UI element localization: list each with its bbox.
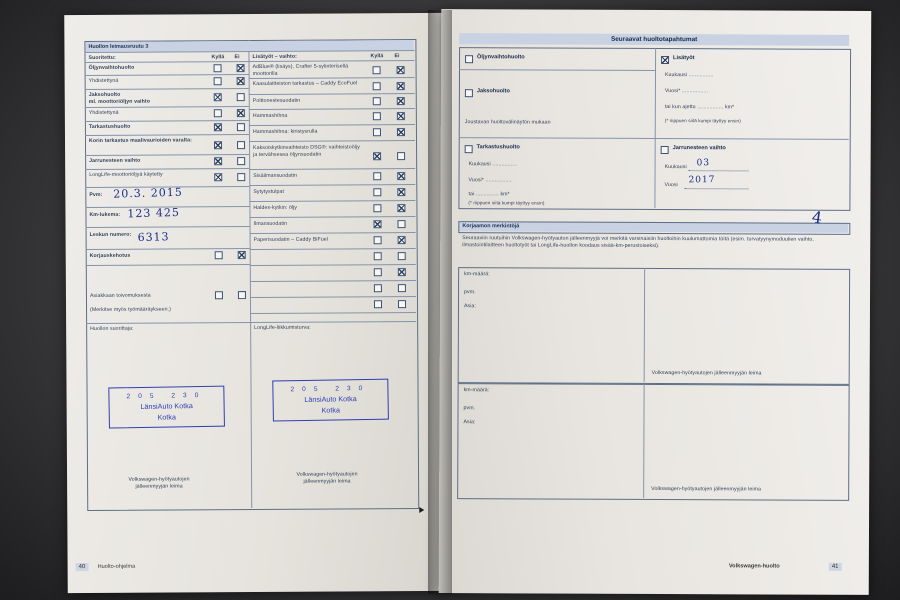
oilchange-label: Öljynvaihtohuolto — [477, 54, 525, 61]
oilchange-checkbox[interactable] — [465, 55, 473, 63]
extra-row-0: AdBlue® (lisäys), Crafter 5-sylinterisellä moottorilla — [252, 63, 349, 77]
extra-row-1: Kaasulaitteiston tarkastus – Caddy EcoFuel — [252, 80, 358, 88]
row-label-2: Jaksohuolto ml. moottoriöljyn vaihto — [88, 91, 150, 105]
extras-km-field[interactable]: tai kun ajettu ................. km* — [664, 104, 735, 111]
row-6-no-checkbox[interactable] — [237, 157, 245, 165]
field-km-value: 123 425 — [127, 205, 181, 221]
row-3-no-checkbox[interactable] — [237, 109, 245, 117]
row-7-no-checkbox[interactable] — [237, 173, 245, 181]
dealer-caption-left: Volkswagen-hyötyautojen jälleenmyyjän leima — [128, 476, 190, 490]
stamp-line-1: 205 230 — [126, 391, 207, 401]
extra-7-no-checkbox[interactable] — [397, 188, 405, 196]
extra-row-3: Hammashihna — [252, 112, 288, 120]
notes1-km-label: km-määrä: — [464, 271, 490, 278]
right-page-number: 41 — [829, 563, 842, 571]
extra-8-yes-checkbox[interactable] — [373, 204, 381, 212]
brakefluid-month-value: 03 — [696, 158, 711, 169]
dealer-stamp-right — [272, 379, 389, 422]
notes-box-2[interactable] — [457, 383, 850, 501]
extra-row-10: Paperisuodatin – Caddy BiFuel — [253, 236, 329, 244]
extra-12-yes-checkbox[interactable] — [374, 268, 382, 276]
repair-prompt-no-checkbox[interactable] — [238, 251, 246, 259]
col1-header: Suoritettu: — [88, 54, 116, 62]
brakefluid-checkbox[interactable] — [661, 146, 669, 154]
row-0-no-checkbox[interactable] — [237, 64, 245, 72]
row-label-0: Öljynvaihtohuolto — [88, 64, 135, 72]
col2-no: Ei — [394, 53, 400, 60]
extra-1-yes-checkbox[interactable] — [373, 82, 381, 90]
extra-13-no-checkbox[interactable] — [398, 284, 406, 292]
extra-0-no-checkbox[interactable] — [397, 66, 405, 74]
extra-row-7: Sytytystulpat — [253, 188, 285, 196]
row-6-yes-checkbox[interactable] — [214, 157, 222, 165]
periodic-service-checkbox[interactable] — [465, 89, 473, 97]
next-page-arrow — [419, 507, 424, 513]
inspection-service-checkbox[interactable] — [465, 145, 473, 153]
periodic-service-label: Jaksohuolto — [476, 88, 510, 95]
notes2-km-label: km-määrä: — [463, 387, 490, 394]
extra-9-yes-checkbox[interactable] — [373, 220, 381, 228]
row-4-no-checkbox[interactable] — [237, 123, 245, 131]
row-0-yes-checkbox[interactable] — [214, 64, 222, 72]
notes1-subject-label: Asia: — [463, 303, 477, 310]
customer-request-yes-checkbox[interactable] — [215, 291, 223, 299]
extra-7-yes-checkbox[interactable] — [373, 188, 381, 196]
col2-yes: Kyllä — [370, 53, 384, 60]
repair-prompt-label: Korjauskehotus — [89, 252, 131, 260]
right-page-title: Seuraavat huoltotapahtumat — [610, 35, 698, 44]
extra-row-9: Ilmansuodatin — [253, 220, 288, 228]
extra-4-no-checkbox[interactable] — [397, 128, 405, 136]
customer-request-no-checkbox[interactable] — [238, 291, 246, 299]
stamp-line-2: LänsiAuto Kotka — [140, 401, 193, 411]
extra-2-no-checkbox[interactable] — [397, 97, 405, 105]
row-label-7: LongLife-moottoriöljyä käytetty — [89, 171, 163, 179]
extras-checkbox[interactable] — [661, 56, 669, 64]
extra-row-6: Sisäilmansuodatin — [253, 172, 298, 180]
right-page — [439, 9, 872, 595]
col2-header: Lisätyöt – vaihto: — [252, 53, 297, 61]
extra-4-yes-checkbox[interactable] — [373, 128, 381, 136]
row-2-no-checkbox[interactable] — [237, 93, 245, 101]
row-3-yes-checkbox[interactable] — [214, 109, 222, 117]
notes1-stamp-caption: Volkswagen-hyötyautojen jälleenmyyjän leima — [651, 369, 762, 377]
note-text: (Merkitse myös työmääräykseen.) — [90, 306, 171, 314]
extra-14-yes-checkbox[interactable] — [374, 300, 382, 308]
row-4-yes-checkbox[interactable] — [214, 123, 222, 131]
brakefluid-label: Jarrunesteen vaihto — [672, 145, 726, 152]
notes-box-1[interactable] — [458, 267, 851, 385]
left-page — [64, 13, 448, 593]
customer-request-label: Asiakkaan toivomuksesta — [89, 292, 151, 300]
notes2-stamp-caption: Volkswagen-hyötyautojen jälleenmyyjän leima — [651, 485, 762, 493]
right-footer-text: Volkswagen-huolto — [728, 563, 780, 570]
extra-row-5: Kaksoiskytkinvaihteisto DSG®: vaihteistoöljy ja tervähsesea öljynsuodatin — [253, 144, 360, 158]
repair-prompt-yes-checkbox[interactable] — [215, 251, 223, 259]
dealer-stamp-left — [108, 386, 225, 429]
field-km-label: Km-lukema: — [89, 211, 121, 219]
brakefluid-year-label: Vuosi — [664, 182, 678, 189]
inspection-month-field[interactable]: Kuukausi ................ — [468, 161, 517, 168]
extra-row-4: Hammashihna: kiristysrulla — [252, 128, 318, 136]
row-label-4: Tarkastushuolto — [88, 123, 131, 131]
row-7-yes-checkbox[interactable] — [214, 173, 222, 181]
stamp2-line-2: LänsiAuto Kotka — [304, 394, 357, 404]
row-1-yes-checkbox[interactable] — [214, 77, 222, 85]
extra-row-2: Polttonestesuodatin — [252, 97, 301, 105]
stamp2-line-3: Kotka — [321, 405, 341, 415]
field-order-label: Leskun numero: — [89, 231, 132, 239]
extras-month-field[interactable]: Kuukausi ................ — [664, 72, 714, 79]
notes2-subject-label: Asia: — [463, 419, 476, 426]
row-label-5: Korin tarkastus maalivaurioiden varalta: — [88, 137, 192, 145]
left-page-number: 40 — [76, 563, 89, 571]
row-5-yes-checkbox[interactable] — [214, 141, 222, 149]
col1-no: Ei — [234, 54, 240, 61]
extra-6-yes-checkbox[interactable] — [373, 172, 381, 180]
row-label-3: Yhdistettynä — [88, 109, 119, 117]
extras-footnote: (* riippuen siitä kumpi täyttyy ensin) — [664, 118, 741, 124]
field-date-value: 20.3. 2015 — [113, 185, 183, 201]
field-order-value: 6313 — [137, 230, 170, 245]
extra-3-no-checkbox[interactable] — [397, 112, 405, 120]
brakefluid-month-label: Kuukausi — [664, 164, 687, 171]
extra-14-no-checkbox[interactable] — [398, 300, 406, 308]
stamp-line-3: Kotka — [157, 412, 177, 422]
inspection-service-label: Tarkastushuolto — [476, 144, 520, 151]
extra-10-yes-checkbox[interactable] — [374, 236, 382, 244]
extra-11-no-checkbox[interactable] — [398, 252, 406, 260]
row-2-yes-checkbox[interactable] — [214, 93, 222, 101]
book-gutter-shadow — [428, 10, 452, 594]
row-5-no-checkbox[interactable] — [237, 141, 245, 149]
extra-0-yes-checkbox[interactable] — [373, 66, 381, 74]
extra-5-no-checkbox[interactable] — [397, 152, 405, 160]
performed-by-label: Huollon suorittaja: — [90, 325, 134, 333]
extra-row-8: Haldex-kytkin: öljy — [253, 204, 298, 212]
periodic-service-note: Joustavan huoltovälinäytön mukaan — [464, 119, 551, 126]
extras-label: Lisätyöt — [673, 55, 695, 62]
extra-1-no-checkbox[interactable] — [397, 82, 405, 90]
inspection-footnote: (* riippuen siitä kumpi täyttyy ensin) — [468, 200, 545, 206]
longlife-label: LongLife-liikkumisturva: — [254, 324, 311, 332]
left-header-title: Huollon leimausruutu 3 — [88, 43, 149, 51]
handwritten-margin-mark: 4 — [810, 207, 824, 228]
field-date-label: Pvm: — [89, 191, 103, 199]
extra-3-yes-checkbox[interactable] — [373, 112, 381, 120]
row-label-6: Jarrunesteen vaihto — [89, 157, 141, 165]
notes1-date-label: pvm. — [464, 289, 476, 296]
extra-12-no-checkbox[interactable] — [398, 268, 406, 276]
col1-yes: Kyllä — [211, 54, 225, 61]
brakefluid-year-value: 2017 — [688, 174, 716, 186]
extra-9-no-checkbox[interactable] — [397, 220, 405, 228]
extra-8-no-checkbox[interactable] — [397, 204, 405, 212]
notes2-date-label: pvm. — [463, 405, 476, 412]
dealer-caption-right: Volkswagen-hyötyautojen jälleenmyyjän leima — [296, 471, 358, 485]
stamp2-line-1: 205 230 — [290, 384, 371, 394]
row-1-no-checkbox[interactable] — [237, 77, 245, 85]
inspection-year-field[interactable]: Vuosi* ................. — [468, 177, 512, 184]
row-label-1: Yhdistettynä — [88, 77, 119, 85]
extra-2-yes-checkbox[interactable] — [373, 97, 381, 105]
left-footer-text: Huolto-ohjelma — [97, 563, 136, 570]
extras-year-field[interactable]: Vuosi* ................. — [664, 88, 709, 95]
extra-13-yes-checkbox[interactable] — [374, 284, 382, 292]
inspection-km-field[interactable]: tai ............... km* — [468, 191, 510, 198]
extra-11-yes-checkbox[interactable] — [374, 252, 382, 260]
extra-10-no-checkbox[interactable] — [398, 236, 406, 244]
extra-5-yes-checkbox[interactable] — [373, 152, 381, 160]
notes-body: Seuraaviin ruutuihin Volkswagen-hyötyauton jälleenmyyjä voi merkitä varsinaisiin huoltoihin kuulumattomia töitä (esim. turvatyynymoduulien vaihto, ilmastointilaitteen huoltotyöt tai LongLife-huollon koodaus sisää-km-perustoiseksi). — [462, 235, 814, 249]
extra-6-no-checkbox[interactable] — [397, 172, 405, 180]
notes-title: Korjaamon merkintöjä — [462, 223, 520, 230]
